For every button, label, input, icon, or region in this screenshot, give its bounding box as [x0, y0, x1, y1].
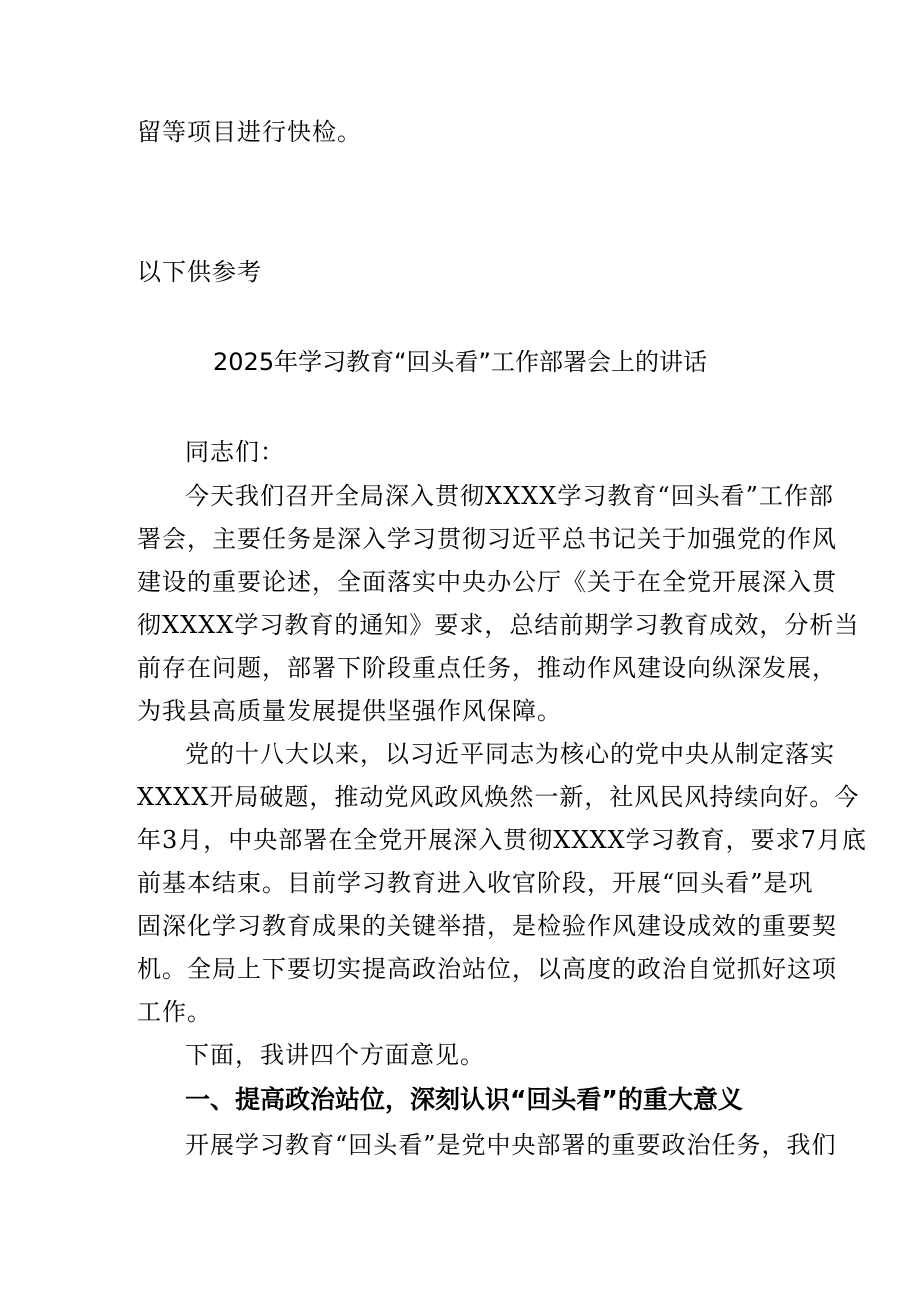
reference-note: 以下供参考 [137, 258, 262, 286]
para1-line: 前存在问题，部署下阶段重点任务，推动作风建设向纵深发展， [137, 654, 837, 682]
para1-line: 为我县高质量发展提供坚强作风保障。 [137, 697, 562, 725]
para1-line: 建设的重要论述，全面落实中央办公厅《关于在全党开展深入贯 [137, 568, 837, 596]
para2-line: 党的十八大以来，以习近平同志为核心的党中央从制定落实 [185, 740, 835, 768]
para1-line: 署会，主要任务是深入学习贯彻习近平总书记关于加强党的作风 [137, 525, 837, 553]
para1-line: 彻XXXX学习教育的通知》要求，总结前期学习教育成效，分析当 [137, 611, 860, 639]
para2-line: 固深化学习教育成果的关键举措，是检验作风建设成效的重要契 [137, 912, 837, 940]
document-title: 2025年学习教育“回头看”工作部署会上的讲话 [213, 348, 707, 376]
fragment-line: 留等项目进行快检。 [137, 118, 362, 146]
para2-line: 工作。 [137, 998, 212, 1026]
para2-line: XXXX开局破题，推动党风政风焕然一新，社风民风持续向好。今 [137, 783, 860, 811]
para2-line: 机。全局上下要切实提高政治站位，以高度的政治自觉抓好这项 [137, 955, 837, 983]
para1-line: 今天我们召开全局深入贯彻XXXX学习教育“回头看”工作部 [185, 482, 834, 510]
para2-line: 前基本结束。目前学习教育进入收官阶段，开展“回头看”是巩 [137, 869, 814, 897]
section-heading: 一、提高政治站位，深刻认识“回头看”的重大意义 [185, 1085, 743, 1114]
para4-line: 开展学习教育“回头看”是党中央部署的重要政治任务，我们 [185, 1131, 837, 1159]
para2-line: 年3月，中央部署在全党开展深入贯彻XXXX学习教育，要求7月底 [137, 826, 867, 854]
para3-line: 下面，我讲四个方面意见。 [185, 1041, 485, 1069]
salutation: 同志们： [185, 438, 285, 466]
